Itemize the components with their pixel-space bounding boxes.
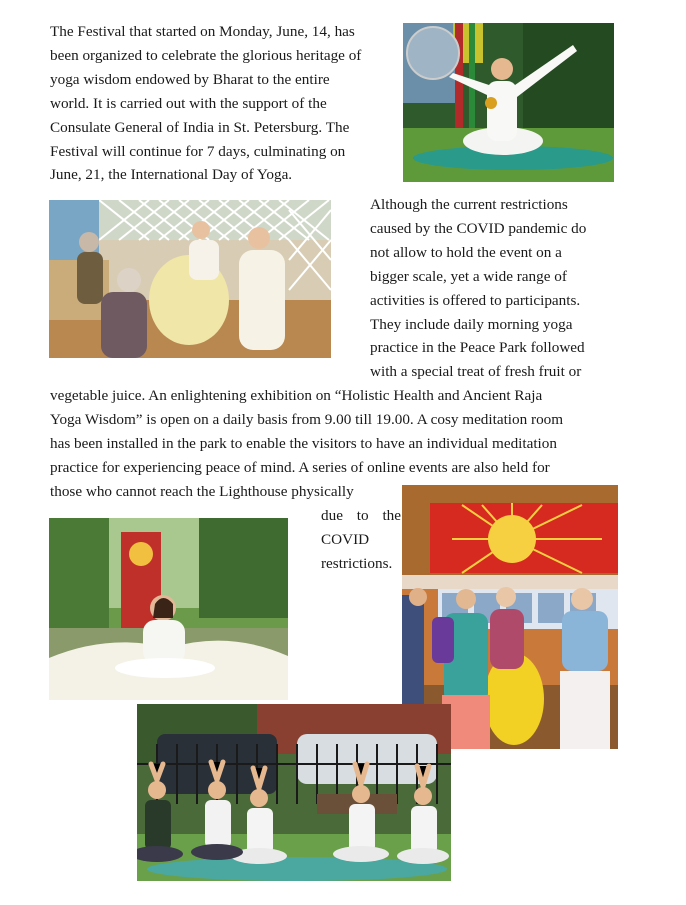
paragraph-intro	[50, 20, 395, 187]
paragraph-activities-continued	[50, 384, 616, 480]
paragraph-line: Consulate General of India in St. Petersburg. The	[50, 118, 350, 136]
paragraph-line: been organized to celebrate the glorious heritage of	[50, 46, 362, 64]
paragraph-line: practice for experiencing peace of mind. A series of online events are also held for	[50, 458, 550, 476]
paragraph-narrow	[321, 504, 401, 576]
paragraph-activities	[370, 193, 616, 384]
paragraph-line: COVID	[321, 530, 370, 548]
paragraph-line: practice in the Peace Park followed	[370, 339, 585, 357]
paragraph-line: Although the current restrictions	[370, 196, 568, 213]
paragraph-line: those who cannot reach the Lighthouse physically	[50, 483, 354, 500]
paragraph-line: not allow to hold the event on a	[370, 243, 562, 261]
paragraph-line: bigger scale, yet a wide range of	[370, 267, 567, 285]
paragraph-line: restrictions.	[321, 554, 393, 572]
paragraph-line: Festival will continue for 7 days, culminating on	[50, 142, 346, 160]
paragraph-line: due to the	[321, 507, 401, 524]
paragraph-line: caused by the COVID pandemic do	[370, 219, 587, 237]
photo-group-yoga-icon	[137, 704, 451, 881]
paragraph-line: with a special treat of fresh fruit or	[370, 363, 582, 381]
paragraph-line-wrap	[50, 480, 400, 504]
paragraph-line: activities is offered to participants.	[370, 291, 581, 309]
paragraph-line: June, 21, the International Day of Yoga.	[50, 166, 293, 184]
paragraph-line: vegetable juice. An enlightening exhibition on “Holistic Health and Ancient Raja	[50, 387, 543, 404]
paragraph-line: world. It is carried out with the support of the	[50, 94, 327, 112]
paragraph-line: yoga wisdom endowed by Bharat to the entire	[50, 70, 330, 88]
photo-woman-meditating-icon	[403, 23, 614, 182]
paragraph-line: has been installed in the park to enable the visitors to have an individual meditation	[50, 434, 557, 452]
paragraph-line: They include daily morning yoga	[370, 315, 573, 333]
paragraph-line: Yoga Wisdom” is open on a daily basis from 9.00 till 19.00. A cosy meditation room	[50, 410, 564, 428]
photo-park-meditation-icon	[49, 518, 288, 700]
paragraph-line: The Festival that started on Monday, June, 14, has	[50, 23, 355, 40]
photo-gazebo-icon	[49, 200, 331, 358]
